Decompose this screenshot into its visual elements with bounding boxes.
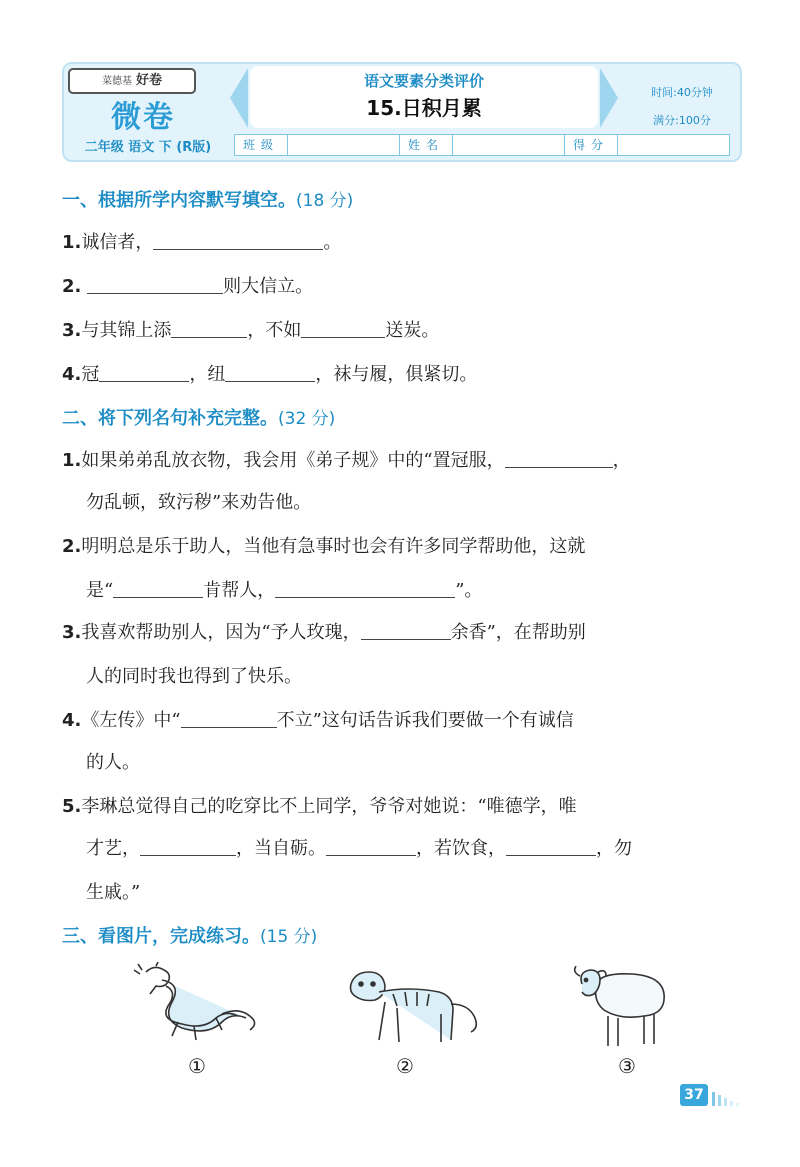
answer-blank[interactable] xyxy=(153,231,323,250)
q2-item-5-cont2: 生戚。” xyxy=(86,882,141,903)
answer-blank[interactable] xyxy=(171,319,247,338)
answer-blank[interactable] xyxy=(87,275,223,294)
answer-blank[interactable] xyxy=(301,319,385,338)
answer-blank[interactable] xyxy=(361,621,451,640)
q2-item-2: 2.明明总是乐于助人，当他有急事时也会有许多同学帮助他，这就 xyxy=(62,536,586,557)
q1-item-4: 4.冠 ，纽 ，袜与履，俱紧切。 xyxy=(62,364,478,385)
answer-blank[interactable] xyxy=(225,363,315,382)
class-label: 班级 xyxy=(235,135,288,155)
name-field[interactable] xyxy=(453,135,565,155)
brand-logo-text: 好卷 xyxy=(135,73,162,88)
picture-label-1: ① xyxy=(188,1054,206,1078)
picture-label-3: ③ xyxy=(618,1054,636,1078)
section-1-title: 一、根据所学内容默写填空。(18 分) xyxy=(62,190,354,211)
page-bars-icon xyxy=(712,1090,742,1106)
tiger-illustration-icon xyxy=(345,968,485,1052)
score-label: 得分 xyxy=(565,135,618,155)
answer-blank[interactable] xyxy=(113,579,203,598)
answer-blank[interactable] xyxy=(181,709,277,728)
score-field[interactable] xyxy=(618,135,729,155)
q2-item-2-cont: 是“ 肯帮人， ”。 xyxy=(86,580,483,601)
dragon-illustration-icon xyxy=(132,962,262,1052)
answer-blank[interactable] xyxy=(506,837,596,856)
title-box xyxy=(234,66,614,128)
student-info-bar xyxy=(234,134,730,156)
q1-item-1: 1.诚信者， 。 xyxy=(62,232,342,253)
q2-item-1: 1.如果弟弟乱放衣物，我会用《弟子规》中的“置冠服， ， xyxy=(62,450,631,471)
header-banner xyxy=(62,62,742,162)
subject-title: 语文要素分类评价 xyxy=(363,72,484,90)
right-arrow-icon xyxy=(600,68,618,128)
answer-blank[interactable] xyxy=(99,363,189,382)
q1-item-3: 3.与其锦上添 ，不如 送炭。 xyxy=(62,320,440,341)
left-arrow-icon xyxy=(230,68,248,128)
q2-item-4: 4.《左传》中“ 不立”这句话告诉我们要做一个有诚信 xyxy=(62,710,574,731)
answer-blank[interactable] xyxy=(275,579,455,598)
time-limit: 时间:40分钟 xyxy=(651,86,713,99)
brand-text: 菜德基 xyxy=(101,76,132,87)
name-label: 姓名 xyxy=(400,135,453,155)
section-3-title: 三、看图片，完成练习。(15 分) xyxy=(62,926,318,947)
class-field[interactable] xyxy=(288,135,400,155)
series-title: 微卷 xyxy=(111,100,175,135)
q2-item-1-cont: 勿乱顿，致污秽”来劝告他。 xyxy=(86,492,312,513)
section-2-title: 二、将下列名句补充完整。(32 分) xyxy=(62,408,336,429)
q2-item-5: 5.李琳总觉得自己的吃穿比不上同学，爷爷对她说：“唯德学，唯 xyxy=(62,796,577,817)
lesson-title: 15.日积月累 xyxy=(366,96,482,120)
q2-item-5-cont: 才艺， ，当自砺。 ，若饮食， ，勿 xyxy=(86,838,632,859)
q2-item-4-cont: 的人。 xyxy=(86,752,140,773)
page-number: 37 xyxy=(680,1084,708,1106)
sheep-illustration-icon xyxy=(572,966,672,1052)
grade-label: 二年级 语文 下 (R版) xyxy=(84,140,212,155)
answer-blank[interactable] xyxy=(505,449,613,468)
q2-item-3-cont: 人的同时我也得到了快乐。 xyxy=(86,666,302,687)
answer-blank[interactable] xyxy=(140,837,236,856)
q1-item-2: 2. 则大信立。 xyxy=(62,276,314,297)
picture-label-2: ② xyxy=(396,1054,414,1078)
q2-item-3: 3.我喜欢帮助别人，因为“予人玫瑰， 余香”，在帮助别 xyxy=(62,622,586,643)
answer-blank[interactable] xyxy=(326,837,416,856)
brand-logo xyxy=(68,68,196,94)
full-score: 满分:100分 xyxy=(653,114,711,127)
